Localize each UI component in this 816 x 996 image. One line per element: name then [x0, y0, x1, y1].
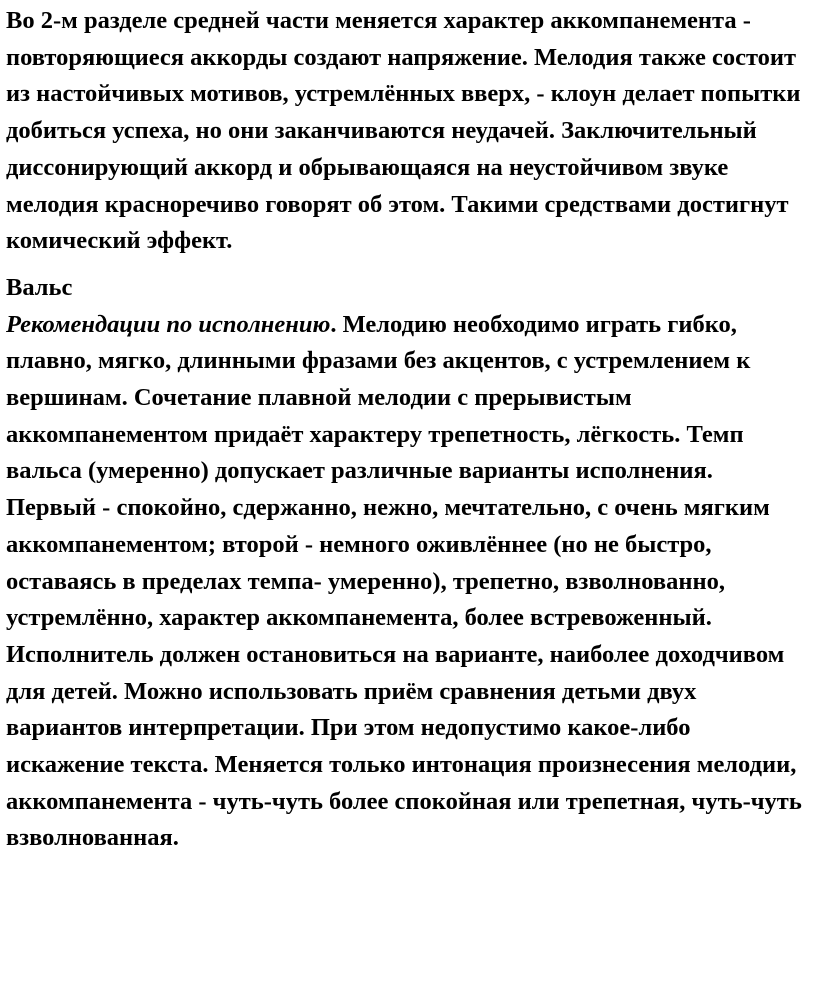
recommendations-lead: Рекомендации по исполнению — [6, 310, 331, 338]
recommendations-text: . Мелодию необходимо играть гибко, плавно, мягко, длинными фразами без акцентов, с устремлением к вершинам. Сочетание плавной мелодии с прерывистым аккомпанементом придаёт характеру трепетность, лёгкость. Темп вальса (умеренно) допускает различные варианты исполнения. — [6, 310, 751, 485]
paragraph-performance-variants: Первый - спокойно, сдержанно, нежно, мечтательно, с очень мягким аккомпанементом; второй - немного оживлённее (но не быстро, оставаясь в пределах темпа- умеренно), трепетно, взволнованно, устремлённо, характер аккомпанемента, более встревоженный. Исполнитель должен остановиться на варианте, наиболее доходчивом для детей. Можно использовать приём сравнения детьми двух вариантов интерпретации. При этом недопустимо какое-либо искажение текста. Меняется только интонация произнесения мелодии, аккомпанемента - чуть-чуть более спокойная или трепетная, чуть-чуть взволнованная. — [6, 494, 802, 852]
paragraph-gap — [6, 260, 812, 270]
paragraph-middle-section: Во 2-м разделе средней части меняется характер аккомпанемента - повторяющиеся аккорды создают напряжение. Мелодия также состоит из настойчивых мотивов, устремлённых вверх, - клоун делает попытки добиться успеха, но они заканчиваются неудачей. Заключительный диссонирующий аккорд и обрывающаяся на неустойчивом звуке мелодия красноречиво говорят об этом. Такими средствами достигнут комический эффект. — [6, 7, 801, 255]
section-heading-waltz: Вальс — [6, 273, 73, 301]
paragraph-recommendations — [6, 307, 812, 491]
